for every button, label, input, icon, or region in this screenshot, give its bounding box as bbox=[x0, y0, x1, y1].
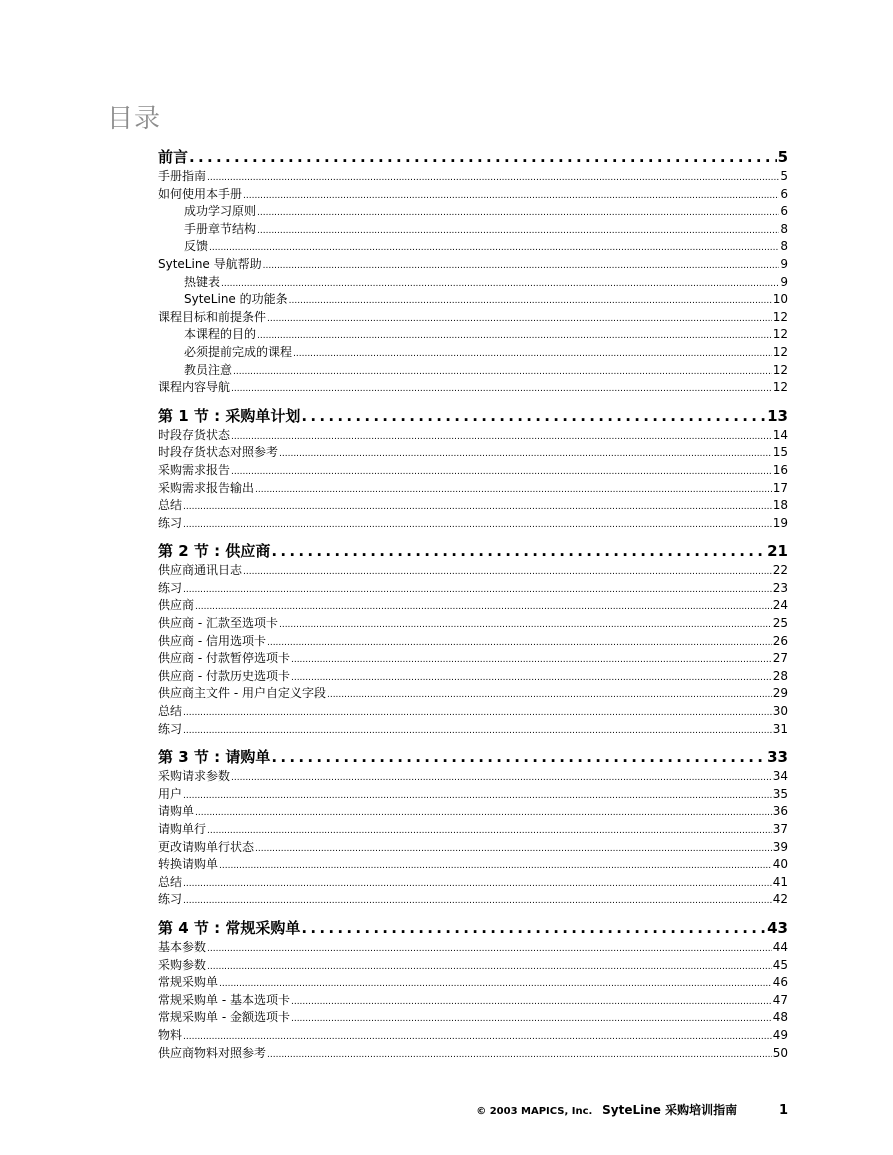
toc-entry-label: 第 2 节 : 供应商 bbox=[158, 542, 271, 561]
toc-entry[interactable] bbox=[158, 974, 788, 992]
dot-leader bbox=[183, 497, 772, 515]
dot-leader bbox=[279, 444, 772, 462]
dot-leader bbox=[293, 344, 772, 362]
dot-leader bbox=[255, 839, 772, 857]
dot-leader bbox=[291, 1009, 772, 1027]
toc-page-number: 9 bbox=[780, 256, 788, 271]
dot-leader bbox=[255, 480, 772, 498]
toc-page-number: 28 bbox=[772, 668, 788, 683]
toc-entry[interactable] bbox=[158, 668, 788, 686]
dot-leader bbox=[207, 168, 779, 186]
dot-leader bbox=[195, 597, 772, 615]
toc-page-number: 45 bbox=[772, 957, 788, 972]
footer-doc-title: SyteLine 采购培训指南 bbox=[602, 1103, 738, 1117]
toc-page-number: 12 bbox=[772, 380, 788, 395]
toc-page-number: 29 bbox=[772, 686, 788, 701]
dot-leader bbox=[219, 974, 772, 992]
toc-entry[interactable] bbox=[158, 633, 788, 651]
toc-entry[interactable] bbox=[158, 462, 788, 480]
toc-page-number: 12 bbox=[772, 344, 788, 359]
toc-entry[interactable] bbox=[158, 874, 788, 892]
toc-entry-label: 常规采购单 - 金额选项卡 bbox=[158, 1010, 290, 1025]
toc-entry[interactable] bbox=[158, 238, 788, 256]
dot-leader bbox=[183, 874, 772, 892]
toc-entry-label: 供应商主文件 - 用户自定义字段 bbox=[158, 686, 326, 701]
toc-page-number: 34 bbox=[772, 769, 788, 784]
toc-chapter[interactable] bbox=[158, 747, 788, 768]
toc-entry-label: 供应商 - 付款历史选项卡 bbox=[158, 668, 290, 683]
toc-page-number: 49 bbox=[772, 1027, 788, 1042]
toc-entry[interactable] bbox=[158, 703, 788, 721]
toc-page-number: 17 bbox=[772, 480, 788, 495]
dot-leader bbox=[301, 918, 766, 939]
toc-entry-label: 供应商 - 信用选项卡 bbox=[158, 633, 266, 648]
dot-leader bbox=[183, 721, 772, 739]
toc-entry[interactable] bbox=[158, 650, 788, 668]
toc-entry[interactable] bbox=[158, 480, 788, 498]
dot-leader bbox=[263, 256, 780, 274]
page-footer bbox=[476, 1101, 788, 1118]
toc-page-number: 26 bbox=[772, 633, 788, 648]
toc-page-number: 9 bbox=[780, 274, 788, 289]
toc-entry-label: 采购参数 bbox=[158, 957, 207, 972]
toc-entry[interactable] bbox=[158, 562, 788, 580]
dot-leader bbox=[289, 291, 772, 309]
toc-entry[interactable] bbox=[158, 344, 788, 362]
toc-entry-label: 总结 bbox=[158, 704, 183, 719]
toc-entry[interactable] bbox=[158, 721, 788, 739]
toc-entry-label: 总结 bbox=[158, 874, 183, 889]
toc-entry[interactable] bbox=[158, 515, 788, 533]
dot-leader bbox=[231, 768, 772, 786]
toc-entry-label: 必须提前完成的课程 bbox=[184, 344, 293, 359]
toc-page-number: 14 bbox=[772, 427, 788, 442]
toc-entry-label: 时段存货状态对照参考 bbox=[158, 445, 279, 460]
toc-entry-label: 基本参数 bbox=[158, 939, 207, 954]
toc-page-number: 40 bbox=[772, 857, 788, 872]
toc-page-number: 35 bbox=[772, 786, 788, 801]
dot-leader bbox=[219, 856, 772, 874]
toc-entry-label: 课程内容导航 bbox=[158, 380, 231, 395]
toc-page-number: 50 bbox=[772, 1045, 788, 1060]
dot-leader bbox=[209, 238, 779, 256]
dot-leader bbox=[221, 274, 779, 292]
toc-entry[interactable] bbox=[158, 326, 788, 344]
dot-leader bbox=[231, 379, 772, 397]
toc-page-number: 30 bbox=[772, 704, 788, 719]
dot-leader bbox=[291, 668, 772, 686]
toc-entry[interactable] bbox=[158, 580, 788, 598]
toc-entry-label: 第 4 节 : 常规采购单 bbox=[158, 918, 301, 937]
dot-leader bbox=[207, 939, 772, 957]
toc-entry[interactable] bbox=[158, 768, 788, 786]
dot-leader bbox=[189, 147, 777, 168]
toc-entry-label: 总结 bbox=[158, 498, 183, 513]
dot-leader bbox=[207, 821, 772, 839]
toc-page-number: 21 bbox=[767, 542, 788, 561]
toc-page-number: 47 bbox=[772, 992, 788, 1007]
dot-leader bbox=[257, 221, 779, 239]
toc-entry[interactable] bbox=[158, 168, 788, 186]
toc-page-number: 13 bbox=[767, 406, 788, 425]
dot-leader bbox=[183, 515, 772, 533]
dot-leader bbox=[231, 462, 772, 480]
dot-leader bbox=[233, 362, 772, 380]
toc-entry[interactable] bbox=[158, 256, 788, 274]
toc-page-number: 18 bbox=[772, 498, 788, 513]
toc-page-number: 8 bbox=[780, 239, 788, 254]
toc-entry[interactable] bbox=[158, 839, 788, 857]
toc-page-number: 31 bbox=[772, 721, 788, 736]
dot-leader bbox=[183, 703, 772, 721]
toc-entry-label: SyteLine 的功能条 bbox=[184, 292, 288, 307]
toc-page-number: 24 bbox=[772, 598, 788, 613]
toc-page-number: 44 bbox=[772, 939, 788, 954]
toc-entry-label: 练习 bbox=[158, 515, 183, 530]
toc-page-number: 25 bbox=[772, 616, 788, 631]
dot-leader bbox=[257, 203, 779, 221]
toc-entry-label: 常规采购单 bbox=[158, 975, 219, 990]
toc-page-number: 36 bbox=[772, 804, 788, 819]
toc-entry-label: 成功学习原则 bbox=[184, 204, 257, 219]
toc-entry-label: 手册章节结构 bbox=[184, 221, 257, 236]
toc-entry[interactable] bbox=[158, 444, 788, 462]
toc-entry-label: 物料 bbox=[158, 1027, 183, 1042]
toc-entry-label: 常规采购单 - 基本选项卡 bbox=[158, 992, 290, 1007]
toc-page-number: 6 bbox=[780, 204, 788, 219]
toc-entry-label: 供应商 - 付款暂停选项卡 bbox=[158, 651, 290, 666]
toc-chapter[interactable] bbox=[158, 918, 788, 939]
toc-entry-label: 采购需求报告 bbox=[158, 462, 231, 477]
toc-entry-label: 手册指南 bbox=[158, 169, 207, 183]
dot-leader bbox=[207, 957, 772, 975]
dot-leader bbox=[243, 562, 772, 580]
toc-entry[interactable] bbox=[158, 497, 788, 515]
toc-page-number: 12 bbox=[772, 327, 788, 342]
toc-entry-label: 请购单 bbox=[158, 804, 195, 819]
toc-chapter[interactable] bbox=[158, 147, 788, 168]
toc-entry[interactable] bbox=[158, 992, 788, 1010]
toc-entry-label: 反馈 bbox=[184, 239, 209, 254]
toc-entry-label: 练习 bbox=[158, 892, 183, 907]
toc-entry[interactable] bbox=[158, 221, 788, 239]
toc-page-number: 5 bbox=[777, 148, 788, 166]
dot-leader bbox=[183, 786, 772, 804]
toc-page-number: 43 bbox=[767, 918, 788, 937]
toc-entry-label: 如何使用本手册 bbox=[158, 186, 243, 201]
toc-entry[interactable] bbox=[158, 856, 788, 874]
toc-entry[interactable] bbox=[158, 803, 788, 821]
toc-entry-label: 课程目标和前提条件 bbox=[158, 309, 267, 324]
toc-page-number: 46 bbox=[772, 975, 788, 990]
dot-leader bbox=[257, 326, 772, 344]
toc-entry[interactable] bbox=[158, 939, 788, 957]
toc-page-number: 39 bbox=[772, 839, 788, 854]
toc-entry-label: 用户 bbox=[158, 786, 183, 801]
toc-page-number: 5 bbox=[780, 169, 788, 183]
dot-leader bbox=[291, 992, 772, 1010]
toc-entry-label: 第 1 节 : 采购单计划 bbox=[158, 406, 301, 425]
toc-entry-label: 教员注意 bbox=[184, 362, 233, 377]
toc-entry-label: 热键表 bbox=[184, 274, 221, 289]
toc-page-number: 41 bbox=[772, 874, 788, 889]
toc-page-number: 22 bbox=[772, 563, 788, 578]
toc-entry[interactable] bbox=[158, 274, 788, 292]
toc-entry-label: 练习 bbox=[158, 580, 183, 595]
toc-entry-label: 前言 bbox=[158, 148, 189, 166]
toc-page-number: 33 bbox=[767, 748, 788, 767]
toc-entry-label: 时段存货状态 bbox=[158, 427, 231, 442]
page-title: 目录 bbox=[107, 104, 162, 134]
toc-entry[interactable] bbox=[158, 362, 788, 380]
toc-page-number: 37 bbox=[772, 822, 788, 836]
toc-page-number: 16 bbox=[772, 462, 788, 477]
toc-page-number: 15 bbox=[772, 445, 788, 460]
dot-leader bbox=[271, 541, 766, 562]
dot-leader bbox=[195, 803, 772, 821]
toc-entry[interactable] bbox=[158, 379, 788, 397]
dot-leader bbox=[231, 427, 772, 445]
toc-page-number: 48 bbox=[772, 1010, 788, 1025]
toc-entry[interactable] bbox=[158, 203, 788, 221]
dot-leader bbox=[183, 891, 772, 909]
toc-entry-label: SyteLine 导航帮助 bbox=[158, 256, 262, 271]
toc-page-number: 27 bbox=[772, 651, 788, 666]
dot-leader bbox=[267, 633, 772, 651]
toc-entry-label: 采购请求参数 bbox=[158, 769, 231, 784]
dot-leader bbox=[301, 406, 766, 427]
dot-leader bbox=[243, 186, 779, 204]
toc-entry-label: 供应商 bbox=[158, 598, 195, 613]
toc-entry-label: 请购单行 bbox=[158, 822, 207, 836]
toc-entry[interactable] bbox=[158, 821, 788, 839]
toc-chapter[interactable] bbox=[158, 541, 788, 562]
toc-entry[interactable] bbox=[158, 309, 788, 327]
toc-entry-label: 更改请购单行状态 bbox=[158, 839, 255, 854]
toc-page-number: 19 bbox=[772, 515, 788, 530]
toc-entry[interactable] bbox=[158, 1027, 788, 1045]
table-of-contents bbox=[158, 147, 788, 1062]
toc-entry[interactable] bbox=[158, 685, 788, 703]
toc-page-number: 12 bbox=[772, 309, 788, 324]
dot-leader bbox=[271, 747, 766, 768]
toc-entry[interactable] bbox=[158, 1045, 788, 1063]
toc-entry-label: 采购需求报告输出 bbox=[158, 480, 255, 495]
dot-leader bbox=[183, 580, 772, 598]
footer-page-number: 1 bbox=[778, 1103, 788, 1118]
toc-page-number: 42 bbox=[772, 892, 788, 907]
dot-leader bbox=[183, 1027, 772, 1045]
toc-page-number: 12 bbox=[772, 362, 788, 377]
toc-entry-label: 练习 bbox=[158, 721, 183, 736]
toc-entry-label: 供应商物料对照参考 bbox=[158, 1045, 267, 1060]
toc-page-number: 6 bbox=[780, 186, 788, 201]
toc-entry[interactable] bbox=[158, 427, 788, 445]
toc-entry[interactable] bbox=[158, 291, 788, 309]
toc-entry[interactable] bbox=[158, 615, 788, 633]
toc-chapter[interactable] bbox=[158, 406, 788, 427]
toc-entry-label: 供应商通讯日志 bbox=[158, 563, 243, 578]
dot-leader bbox=[327, 685, 772, 703]
toc-entry[interactable] bbox=[158, 186, 788, 204]
dot-leader bbox=[267, 309, 772, 327]
toc-entry-label: 第 3 节 : 请购单 bbox=[158, 748, 271, 767]
toc-entry[interactable] bbox=[158, 1009, 788, 1027]
dot-leader bbox=[279, 615, 772, 633]
toc-page-number: 10 bbox=[772, 292, 788, 307]
dot-leader bbox=[267, 1045, 772, 1063]
toc-entry-label: 本课程的目的 bbox=[184, 327, 257, 342]
toc-page-number: 23 bbox=[772, 580, 788, 595]
toc-entry[interactable] bbox=[158, 786, 788, 804]
footer-copyright: © 2003 MAPICS, Inc. bbox=[476, 1106, 593, 1117]
toc-entry[interactable] bbox=[158, 891, 788, 909]
toc-entry[interactable] bbox=[158, 957, 788, 975]
dot-leader bbox=[291, 650, 772, 668]
toc-entry[interactable] bbox=[158, 597, 788, 615]
toc-page-number: 8 bbox=[780, 221, 788, 236]
toc-entry-label: 转换请购单 bbox=[158, 857, 219, 872]
toc-entry-label: 供应商 - 汇款至选项卡 bbox=[158, 616, 278, 631]
